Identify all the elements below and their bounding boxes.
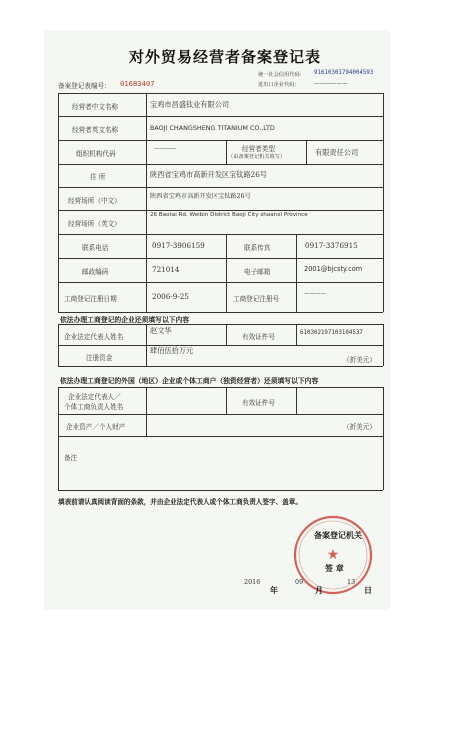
table-border — [383, 387, 384, 490]
table-rule — [58, 140, 383, 141]
assets-label: 企业资产／个人财产 — [66, 423, 126, 431]
authority-seal-label: 签 章 — [325, 564, 344, 573]
reg-no2-label: 工商登记注册号 — [233, 295, 280, 303]
assets-unit: （折美元） — [343, 423, 376, 431]
remarks-label: 备注 — [64, 454, 78, 462]
table-border — [58, 490, 383, 491]
table-rule — [58, 258, 383, 259]
table-border — [58, 312, 383, 313]
table-rule — [226, 324, 227, 345]
table-border — [58, 324, 59, 366]
email-label: 电子邮箱 — [244, 268, 271, 276]
table-border — [58, 387, 59, 490]
date-year-value: 2016 — [244, 578, 261, 586]
capital-unit: （折美元） — [343, 356, 376, 364]
credit-code-value: 91610301794004593 — [314, 70, 374, 76]
credit-code-label: 统一社会信用代码： — [258, 72, 305, 78]
date-month-label: 月 — [315, 586, 323, 595]
en-name-label: 经营者英文名称 — [72, 126, 119, 134]
table-border — [58, 366, 383, 367]
table-rule — [306, 140, 307, 164]
section2-id-label: 有效证件号 — [242, 399, 275, 407]
table-rule — [226, 234, 227, 312]
cn-name-label: 经营者中文名称 — [72, 103, 119, 111]
table-rule — [146, 387, 147, 436]
import-export-code-value: —————— — [314, 81, 348, 87]
footer-note: 填表前请认真阅读背面的条款，并由企业法定代表人或个体工商负责人签字、盖章。 — [58, 498, 302, 506]
table-border — [58, 387, 383, 388]
import-export-code-label: 进出口企业代码： — [258, 82, 300, 88]
operator-type-value: 有限责任公司 — [315, 148, 359, 157]
table-border — [58, 324, 383, 325]
table-rule — [296, 234, 297, 312]
table-rule — [58, 436, 383, 437]
authority-title: 备案登记机关 — [314, 531, 362, 540]
table-rule — [146, 324, 147, 366]
table-border — [383, 324, 384, 366]
org-code-label: 组织机构代码 — [76, 150, 116, 158]
capital-value: 肆佰伍拾万元 — [150, 346, 194, 355]
site-cn-value: 陕西省宝鸡市高新开发区宝钛路26号 — [150, 193, 251, 200]
table-rule — [58, 345, 383, 346]
table-rule — [58, 414, 383, 415]
table-rule — [296, 387, 297, 414]
reg-no-value: 01683407 — [120, 79, 155, 88]
table-rule — [58, 282, 383, 283]
postcode-value: 721014 — [152, 265, 180, 274]
operator-type-note: （由备案登记机关填写） — [228, 154, 286, 160]
reg-date-value: 2006-9-25 — [152, 292, 189, 301]
svg-text:★: ★ — [326, 547, 340, 563]
phone-label: 联系电话 — [82, 244, 109, 252]
section2-heading: 依法办理工商登记的外国（地区）企业或个体工商户（独资经营者）还须填写以下内容 — [60, 377, 319, 385]
table-rule — [58, 234, 383, 235]
date-day-label: 日 — [364, 586, 372, 595]
fax-label: 联系传真 — [244, 244, 271, 252]
table-border — [58, 93, 59, 312]
operator-type-label: 经营者类型 — [242, 145, 275, 153]
section1-heading: 依法办理工商登记的企业还须填写以下内容 — [60, 316, 190, 324]
reg-no2-value: ———— — [304, 291, 327, 297]
table-border — [383, 93, 384, 312]
date-day-value: 13 — [347, 578, 356, 586]
table-rule — [226, 387, 227, 414]
legal-rep-value: 赵文华 — [150, 326, 172, 335]
table-rule — [226, 140, 227, 164]
reg-no-label: 备案登记表编号： — [58, 82, 111, 90]
form-title: 对外贸易经营者备案登记表 — [128, 48, 321, 66]
table-rule — [58, 164, 383, 165]
id-label: 有效证件号 — [242, 333, 275, 341]
table-rule — [296, 324, 297, 345]
date-month-value: 09 — [295, 578, 304, 586]
email-value: 2001@bjcsty.com — [304, 265, 363, 273]
site-cn-label: 经营场所（中文） — [68, 197, 121, 205]
table-border — [58, 93, 383, 94]
table-rule — [58, 116, 383, 117]
reg-date-label: 工商登记注册日期 — [64, 295, 117, 303]
postcode-label: 邮政编码 — [82, 268, 109, 276]
table-rule — [58, 187, 383, 188]
date-year-label: 年 — [270, 586, 278, 595]
capital-label: 注册资金 — [86, 354, 113, 362]
org-code-value: ———— — [154, 146, 177, 152]
cn-name-value: 宝鸡市昌盛钛业有限公司 — [150, 100, 230, 109]
phone-value: 0917-3906159 — [152, 241, 205, 250]
site-en-label: 经营场所（英文） — [68, 220, 121, 228]
address-label: 住 所 — [90, 173, 106, 181]
legal-rep-label: 企业法定代表人姓名 — [64, 333, 124, 341]
fax-value: 0917-3376915 — [305, 241, 358, 250]
address-value: 陕西省宝鸡市高新开发区宝钛路26号 — [150, 170, 267, 179]
table-rule — [58, 210, 383, 211]
id-value: 610302197103104537 — [300, 330, 363, 336]
table-rule — [146, 93, 147, 312]
rep-label-line2: 个体工商负责人姓名 — [64, 403, 124, 411]
en-name-value: BAOJI CHANGSHENG TITANIUM CO.,LTD — [150, 124, 275, 132]
site-en-value: 26 Baotai Rd. Weibin District Baoji City shaanxi Province — [150, 212, 308, 218]
rep-label-line1: 企业法定代表人／ — [68, 393, 121, 401]
